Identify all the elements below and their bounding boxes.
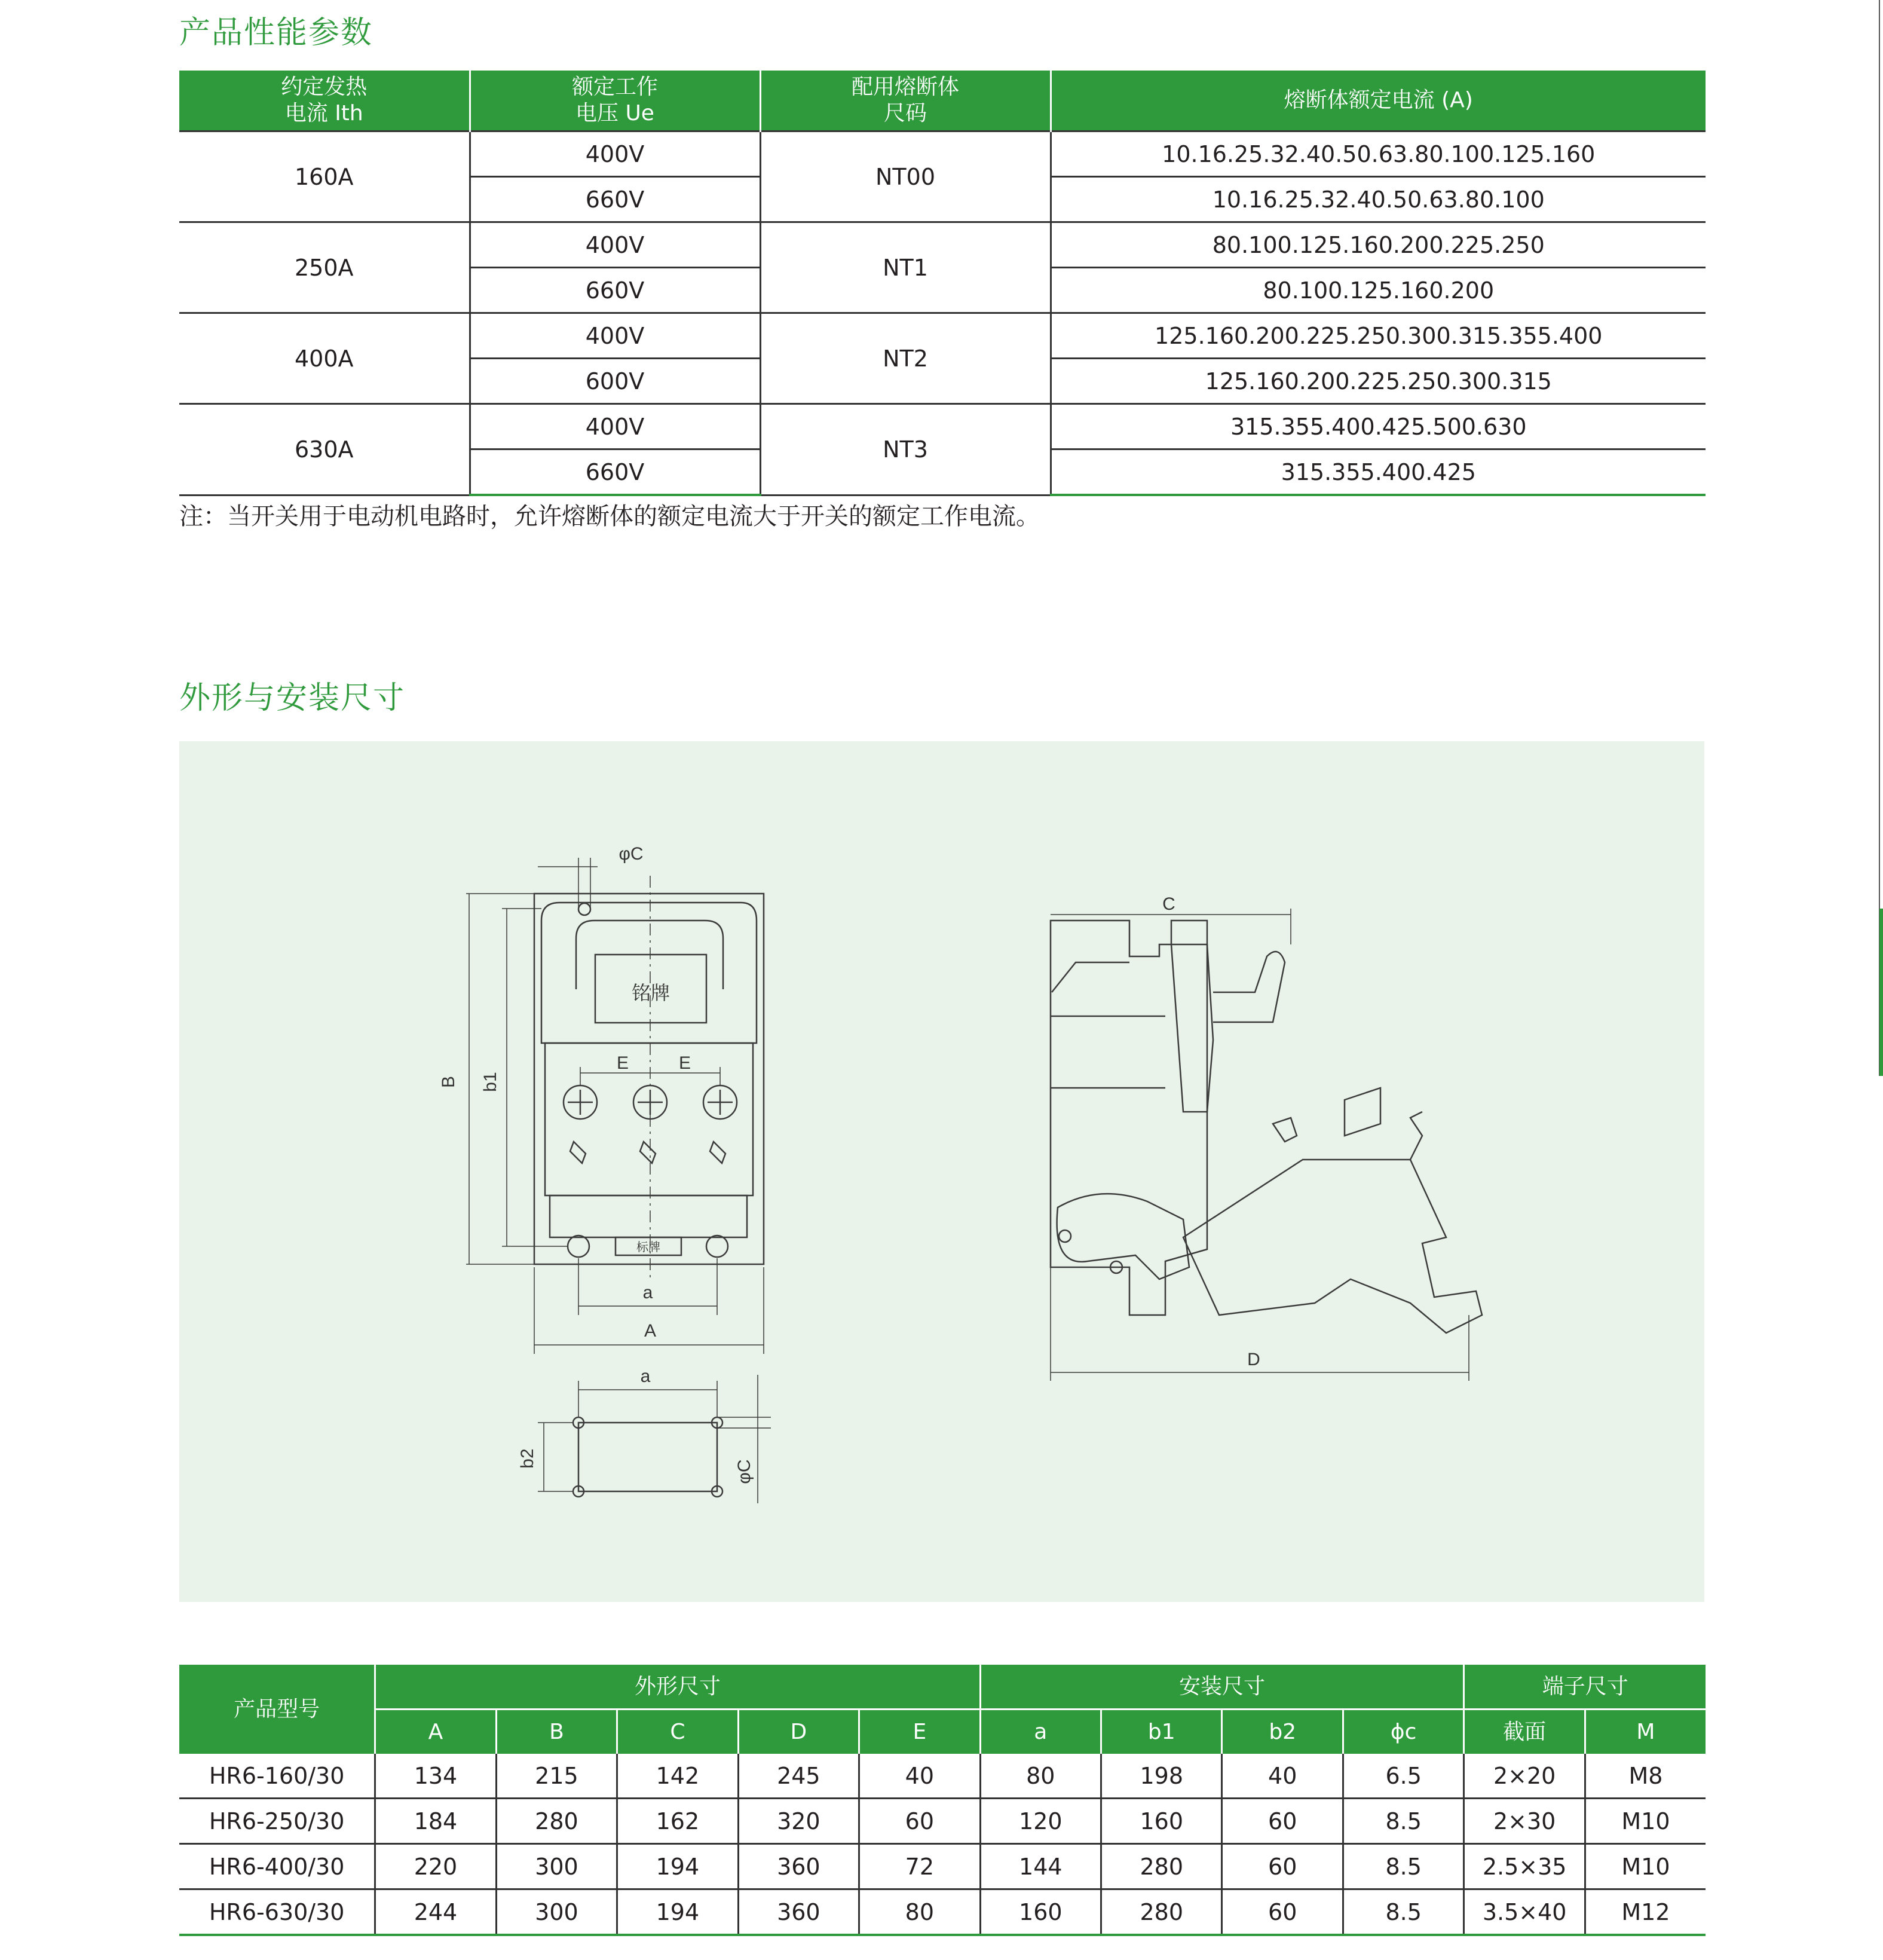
cell-fuse-size: NT00 bbox=[760, 132, 1051, 222]
cell-dimension: 280 bbox=[496, 1799, 617, 1844]
side-open-position bbox=[1183, 1160, 1482, 1333]
cell-dimension: 280 bbox=[1101, 1889, 1222, 1935]
section-title-performance: 产品性能参数 bbox=[179, 15, 373, 51]
cell-dimension: 120 bbox=[980, 1799, 1101, 1844]
mounting-pattern bbox=[578, 1423, 717, 1491]
cell-dimension: M12 bbox=[1585, 1889, 1706, 1935]
cell-dimension: 194 bbox=[617, 1844, 738, 1889]
cell-ith: 160A bbox=[179, 132, 470, 222]
dimension-row bbox=[179, 1754, 1706, 1799]
performance-row bbox=[179, 404, 1706, 450]
subheader-9: 截面 bbox=[1464, 1710, 1585, 1754]
subheader-2: C bbox=[617, 1710, 738, 1754]
subheader-0: A bbox=[375, 1710, 496, 1754]
subheader-5: a bbox=[980, 1710, 1101, 1754]
cell-fuse-current: 125.160.200.225.250.300.315.355.400 bbox=[1051, 313, 1706, 359]
mount-hole-right bbox=[706, 1236, 728, 1257]
cell-ue: 400V bbox=[470, 132, 760, 177]
cell-model: HR6-400/30 bbox=[179, 1844, 375, 1889]
cell-fuse-current: 10.16.25.32.40.50.63.80.100 bbox=[1051, 177, 1706, 222]
header-fuse-size: 配用熔断体 尺码 bbox=[760, 71, 1051, 132]
label-c: C bbox=[1162, 894, 1175, 914]
header-terminal-dims: 端子尺寸 bbox=[1464, 1665, 1706, 1710]
cell-dimension: 8.5 bbox=[1343, 1799, 1463, 1844]
cell-ue: 600V bbox=[470, 359, 760, 404]
subheader-1: B bbox=[496, 1710, 617, 1754]
header-ith: 约定发热 电流 Ith bbox=[179, 71, 470, 132]
cell-dimension: 160 bbox=[980, 1889, 1101, 1935]
mount-hole-left bbox=[568, 1236, 589, 1257]
cell-fuse-current: 125.160.200.225.250.300.315 bbox=[1051, 359, 1706, 404]
cell-fuse-current: 315.355.400.425.500.630 bbox=[1051, 404, 1706, 450]
performance-row bbox=[179, 222, 1706, 268]
performance-table bbox=[179, 71, 1706, 496]
label-phi-c: φC bbox=[619, 844, 644, 864]
front-view-body bbox=[534, 894, 764, 1264]
cell-dimension: 6.5 bbox=[1343, 1754, 1463, 1799]
cell-ue: 400V bbox=[470, 313, 760, 359]
cell-fuse-current: 315.355.400.425 bbox=[1051, 450, 1706, 496]
cell-dimension: 244 bbox=[375, 1889, 496, 1935]
subheader-7: b2 bbox=[1222, 1710, 1343, 1754]
cell-model: HR6-630/30 bbox=[179, 1889, 375, 1935]
cell-dimension: 134 bbox=[375, 1754, 496, 1799]
subheader-4: E bbox=[859, 1710, 981, 1754]
header-outline-dims: 外形尺寸 bbox=[375, 1665, 980, 1710]
cell-dimension: 245 bbox=[738, 1754, 859, 1799]
cell-dimension: 60 bbox=[859, 1799, 981, 1844]
cell-ue: 400V bbox=[470, 404, 760, 450]
cell-dimension: 360 bbox=[738, 1889, 859, 1935]
label-a-mount: a bbox=[640, 1366, 651, 1386]
cell-fuse-current: 80.100.125.160.200.225.250 bbox=[1051, 222, 1706, 268]
page-edge-mark bbox=[1879, 909, 1883, 1076]
technical-drawing bbox=[179, 741, 1704, 1602]
cell-dimension: 2×30 bbox=[1464, 1799, 1585, 1844]
cell-dimension: 8.5 bbox=[1343, 1889, 1463, 1935]
cell-dimension: 220 bbox=[375, 1844, 496, 1889]
dimension-row bbox=[179, 1799, 1706, 1844]
side-lower-mechanism bbox=[1057, 1194, 1189, 1279]
performance-row bbox=[179, 313, 1706, 359]
cell-dimension: 360 bbox=[738, 1844, 859, 1889]
dimension-row bbox=[179, 1844, 1706, 1889]
dimension-row bbox=[179, 1889, 1706, 1935]
performance-row bbox=[179, 132, 1706, 177]
label-b2: b2 bbox=[518, 1448, 537, 1469]
cell-dimension: 198 bbox=[1101, 1754, 1222, 1799]
cell-fuse-size: NT3 bbox=[760, 404, 1051, 496]
cell-dimension: 2×20 bbox=[1464, 1754, 1585, 1799]
cell-dimension: 72 bbox=[859, 1844, 981, 1889]
dimension-table bbox=[179, 1665, 1706, 1936]
cell-dimension: 8.5 bbox=[1343, 1844, 1463, 1889]
cell-dimension: 80 bbox=[980, 1754, 1101, 1799]
label-a-width: A bbox=[644, 1321, 657, 1341]
header-model: 产品型号 bbox=[179, 1665, 375, 1754]
cell-dimension: 60 bbox=[1222, 1844, 1343, 1889]
drawing-panel bbox=[179, 741, 1704, 1602]
cell-dimension: M10 bbox=[1585, 1799, 1706, 1844]
cell-ith: 250A bbox=[179, 222, 470, 313]
cell-fuse-size: NT2 bbox=[760, 313, 1051, 404]
cell-dimension: M10 bbox=[1585, 1844, 1706, 1889]
cell-dimension: 80 bbox=[859, 1889, 981, 1935]
cell-dimension: 280 bbox=[1101, 1844, 1222, 1889]
cell-dimension: 300 bbox=[496, 1889, 617, 1935]
subheader-6: b1 bbox=[1101, 1710, 1222, 1754]
label-e-right: E bbox=[678, 1053, 691, 1073]
cell-dimension: 144 bbox=[980, 1844, 1101, 1889]
cell-model: HR6-160/30 bbox=[209, 1762, 345, 1789]
cell-dimension: 40 bbox=[859, 1754, 981, 1799]
cell-ue: 660V bbox=[470, 177, 760, 222]
cell-ue: 660V bbox=[470, 450, 760, 496]
header-install-dims: 安装尺寸 bbox=[980, 1665, 1464, 1710]
cell-dimension: 184 bbox=[375, 1799, 496, 1844]
cell-dimension: 2.5×35 bbox=[1464, 1844, 1585, 1889]
header-fuse-current: 熔断体额定电流 (A) bbox=[1051, 71, 1706, 132]
label-nameplate: 铭牌 bbox=[631, 982, 670, 1004]
cell-dimension: 194 bbox=[617, 1889, 738, 1935]
label-e-left: E bbox=[616, 1053, 629, 1073]
subheader-10: M bbox=[1585, 1710, 1706, 1754]
cell-ue: 400V bbox=[470, 222, 760, 268]
header-ue: 额定工作 电压 Ue bbox=[470, 71, 760, 132]
subheader-3: D bbox=[738, 1710, 859, 1754]
cell-dimension: M8 bbox=[1585, 1754, 1706, 1799]
label-b: B bbox=[439, 1075, 458, 1088]
cell-fuse-current: 10.16.25.32.40.50.63.80.100.125.160 bbox=[1051, 132, 1706, 177]
subheader-8: ϕc bbox=[1343, 1710, 1463, 1754]
cell-dimension: 3.5×40 bbox=[1464, 1889, 1585, 1935]
cell-ith: 630A bbox=[179, 404, 470, 496]
cell-dimension: 60 bbox=[1222, 1889, 1343, 1935]
performance-note: 注：当开关用于电动机电路时，允许熔断体的额定电流大于开关的额定工作电流。 bbox=[179, 503, 1040, 530]
side-handle bbox=[1213, 952, 1285, 1022]
label-plate: 标牌 bbox=[636, 1241, 660, 1254]
cell-dimension: 300 bbox=[496, 1844, 617, 1889]
cell-dimension: 60 bbox=[1222, 1799, 1343, 1844]
cell-fuse-current: 80.100.125.160.200 bbox=[1051, 268, 1706, 313]
cell-dimension: 162 bbox=[617, 1799, 738, 1844]
label-d: D bbox=[1247, 1350, 1260, 1369]
label-phi-c-mount: φC bbox=[734, 1459, 754, 1484]
cell-dimension: 40 bbox=[1222, 1754, 1343, 1799]
cell-model: HR6-250/30 bbox=[179, 1799, 375, 1844]
cell-dimension: 215 bbox=[496, 1754, 617, 1799]
cell-ith: 400A bbox=[179, 313, 470, 404]
cell-dimension: 320 bbox=[738, 1799, 859, 1844]
label-a-front: a bbox=[642, 1283, 653, 1302]
cell-ue: 660V bbox=[470, 268, 760, 313]
label-b1: b1 bbox=[480, 1072, 500, 1092]
terminal-strip bbox=[550, 1195, 747, 1237]
cell-dimension: 160 bbox=[1101, 1799, 1222, 1844]
section-title-dimensions: 外形与安装尺寸 bbox=[179, 680, 406, 716]
cell-fuse-size: NT1 bbox=[760, 222, 1051, 313]
cell-dimension: 142 bbox=[617, 1754, 738, 1799]
